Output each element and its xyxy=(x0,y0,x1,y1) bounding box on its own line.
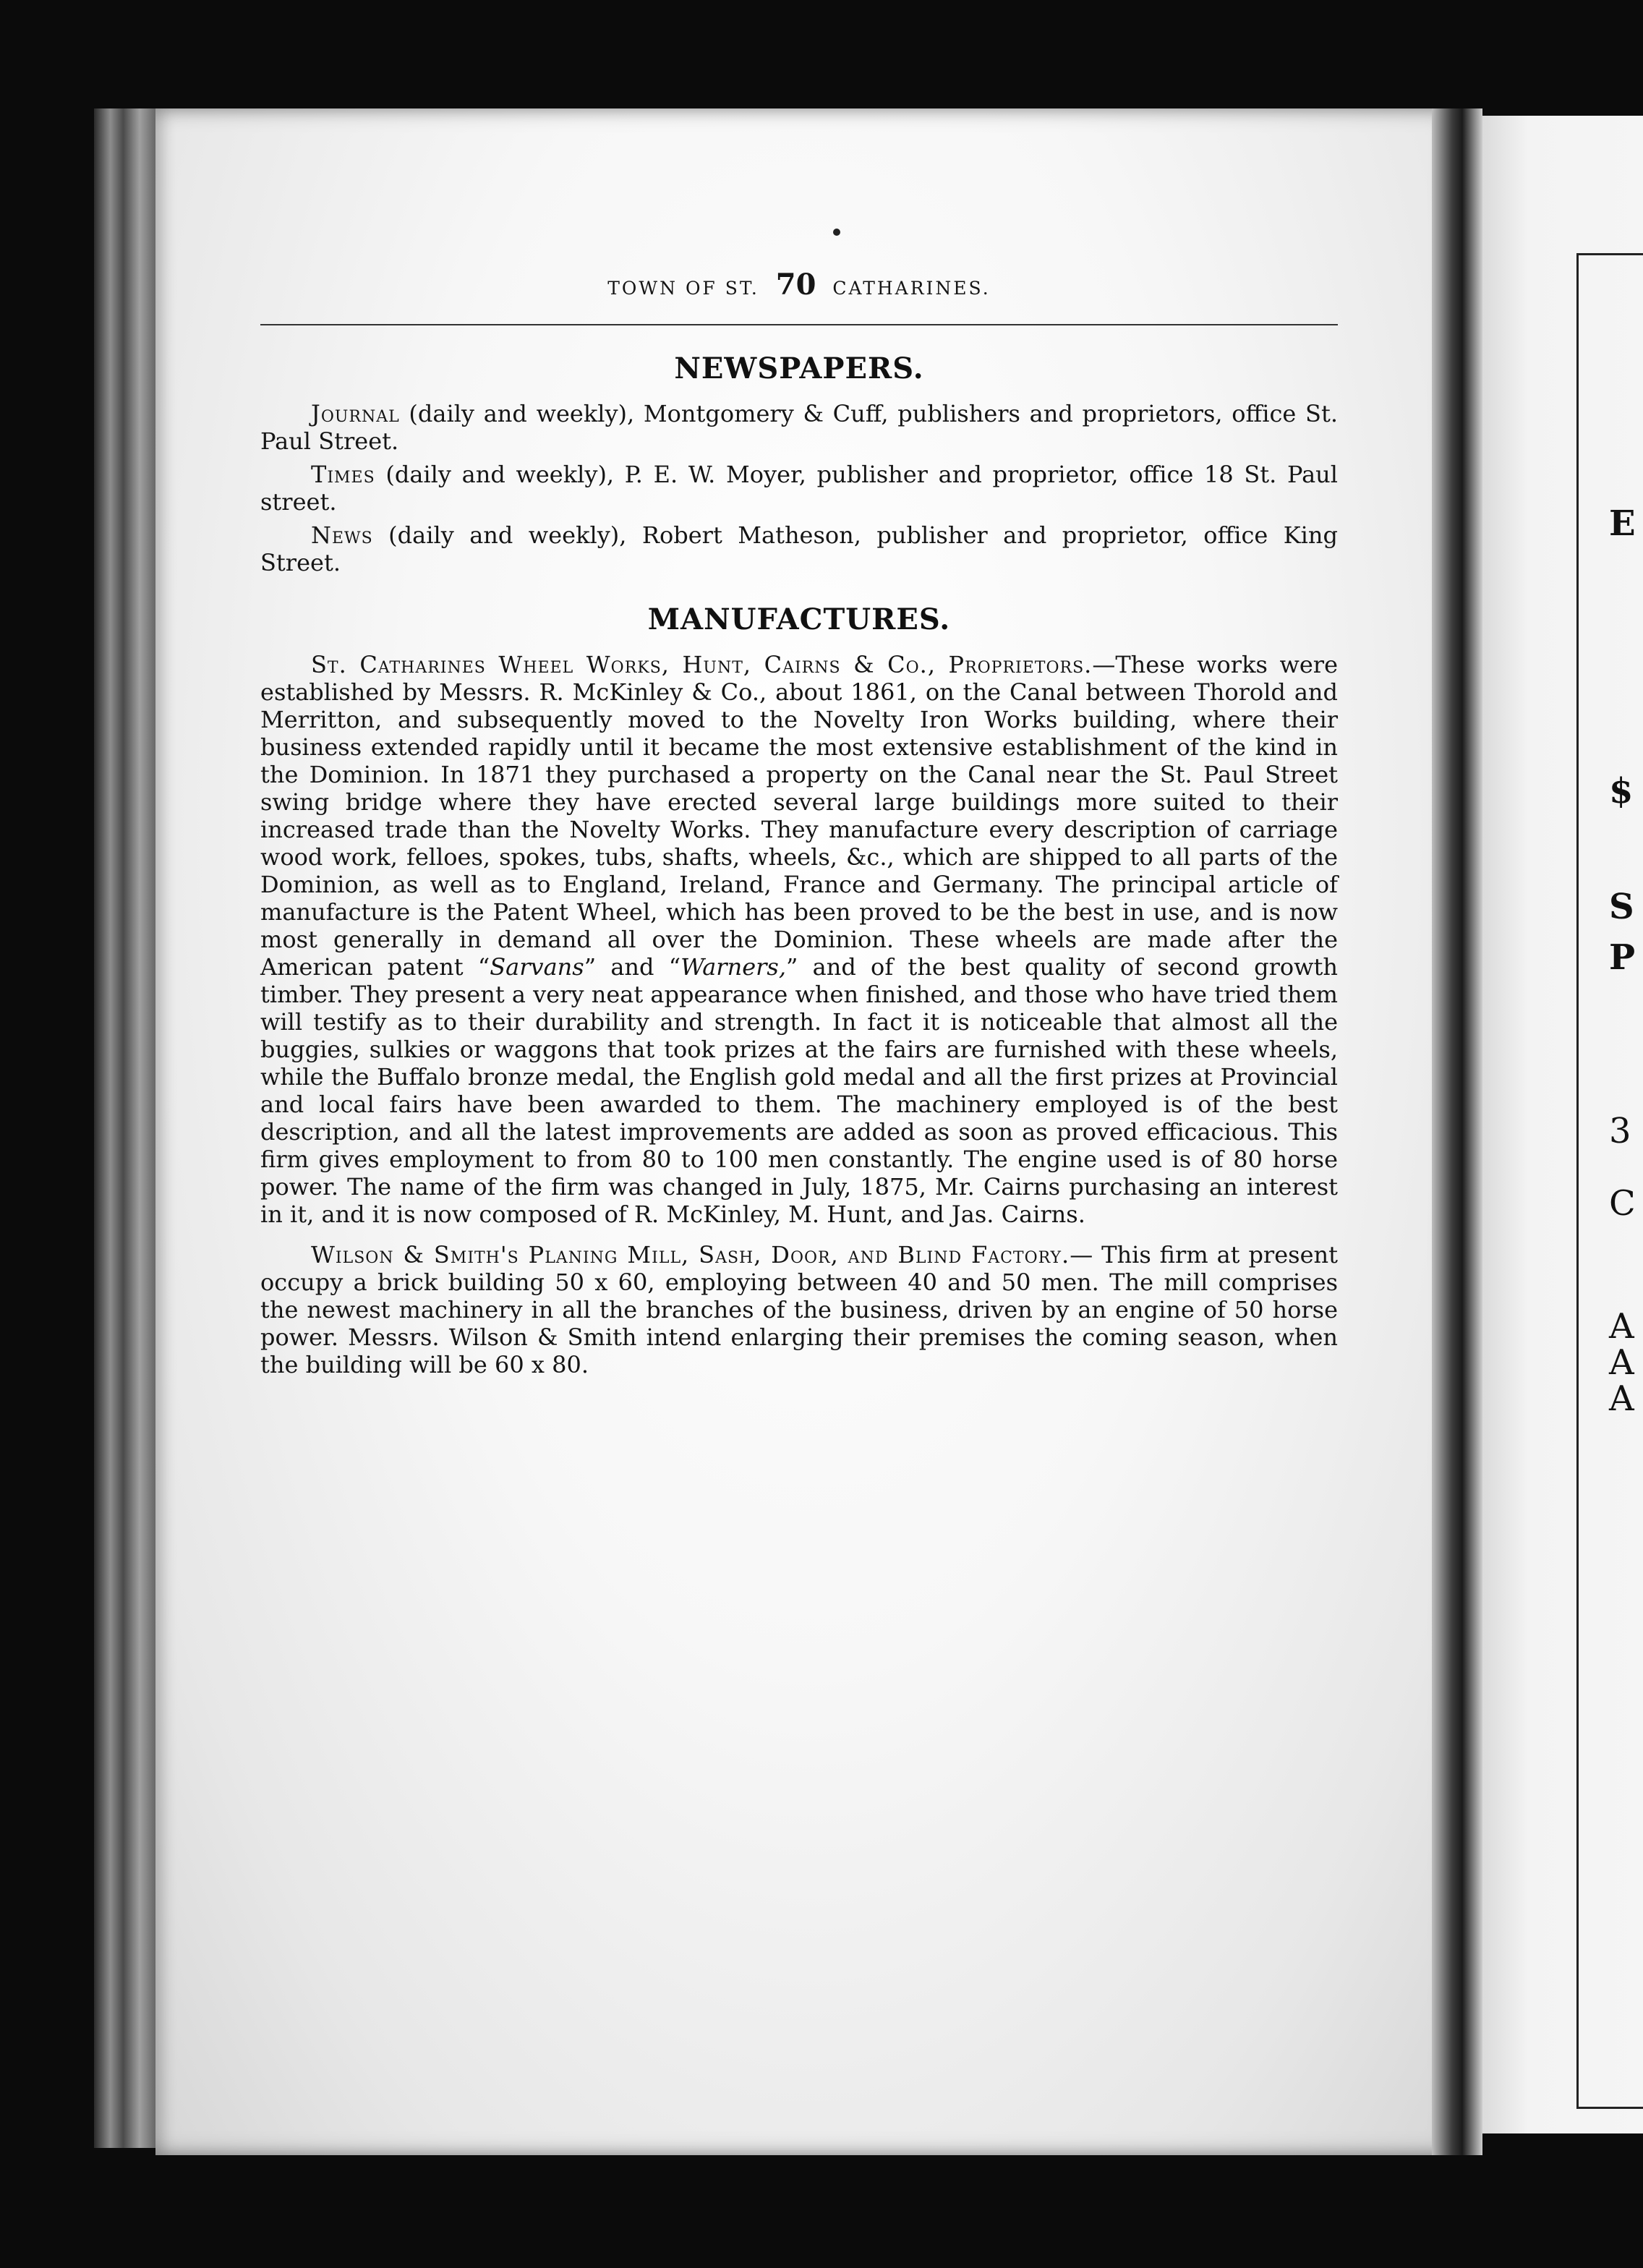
newspapers-heading: NEWSPAPERS. xyxy=(674,351,924,385)
planing-mill-text: — This firm at present occupy a brick building 50 x 60, employing between 40 and 50 men. The mill comprises the newest machinery in all the branches of the business, driven by an engine of 50 horse power. Messrs. Wilson & Smith intend enlarging their premises the coming season, when the building will be 60 x 80. xyxy=(260,1241,1338,1378)
newspaper-entry-times xyxy=(260,461,1338,516)
wheel-works-text: ” and of the best quality of second growth timber. They present a very neat appearance when finished, and those who have tried them will testify as to their durability and strength. In fact it is noticeable that almost all the buggies, sulkies or waggons that took prizes at the fairs are furnished with these wheels, while the Buffalo bronze medal, the English gold medal and all the first prizes at Provincial and local fairs have been awarded to them. The machinery employed is of the best description, and all the latest improvements are added as soon as proved efficacious. This firm gives employment to from 80 to 100 men constantly. The engine used is of 80 horse power. The name of the firm was changed in July, 1875, Mr. Cairns purchasing an interest in it, and it is now composed of R. McKinley, M. Hunt, and Jas. Cairns. xyxy=(260,953,1338,1228)
planing-mill-lead: Wilson & Smith's Planing Mill, Sash, Door, and Blind Factory. xyxy=(311,1241,1070,1269)
book-edge xyxy=(94,108,159,2148)
page-content xyxy=(260,231,1338,1384)
adjacent-page-fragment: S xyxy=(1609,887,1634,927)
running-head-right: CATHARINES. xyxy=(832,278,991,299)
planing-mill-entry xyxy=(260,1241,1338,1378)
adjacent-page-fragment: A xyxy=(1609,1342,1634,1383)
adjacent-page-fragment: $ xyxy=(1609,771,1634,811)
wheel-works-text: ” and “ xyxy=(584,953,681,981)
adjacent-page-fragment: A xyxy=(1609,1306,1634,1347)
page-number: 70 xyxy=(775,268,816,302)
newspaper-details: (daily and weekly), Montgomery & Cuff, publishers and proprietors, office St. Paul Street. xyxy=(260,400,1338,455)
newspaper-entry-news xyxy=(260,521,1338,576)
wheel-works-text: —These works were established by Messrs. R. McKinley & Co., about 1861, on the Canal between Thorold and Merritton, and subsequently moved to the Novelty Iron Works building, where their business extended rapidly until it became the most extensive establishment of the kind in the Dominion. In 1871 they purchased a property on the Canal near the St. Paul Street swing bridge where they have erected several large buildings more suited to their increased trade than the Novelty Works. They manufacture every description of carriage wood work, felloes, spokes, tubs, shafts, wheels, &c., which are shipped to all parts of the Dominion, as well as to England, Ireland, France and Germany. The principal article of manufacture is the Patent Wheel, which has been proved to be the best in use, and is now most generally in demand all over the Dominion. These wheels are made after the American patent “ xyxy=(260,651,1339,981)
running-head xyxy=(260,269,1338,301)
newspaper-name: Times xyxy=(311,461,375,488)
adjacent-page-fragment: C xyxy=(1609,1183,1636,1224)
wheel-works-italic: Sarvans xyxy=(490,953,584,981)
newspaper-details: (daily and weekly), Robert Matheson, publisher and proprietor, office King Street. xyxy=(260,521,1338,576)
newspaper-name: Journal xyxy=(311,400,400,427)
book-gutter xyxy=(1432,108,1482,2155)
adjacent-page-fragment: 3 xyxy=(1609,1111,1631,1151)
wheel-works-italic: Warners, xyxy=(680,953,787,981)
header-rule xyxy=(260,324,1338,325)
newspaper-entry-journal xyxy=(260,400,1338,455)
newspaper-details: (daily and weekly), P. E. W. Moyer, publisher and proprietor, office 18 St. Paul street. xyxy=(260,461,1338,516)
running-head-left: TOWN OF ST. xyxy=(607,278,759,299)
wheel-works-entry xyxy=(260,651,1338,1228)
adjacent-page-fragment: E xyxy=(1609,503,1636,544)
manufactures-heading: MANUFACTURES. xyxy=(647,602,951,636)
newspaper-name: News xyxy=(311,521,373,549)
adjacent-page-fragment: A xyxy=(1609,1378,1634,1419)
adjacent-page-fragment: P xyxy=(1609,937,1636,978)
wheel-works-lead: St. Catharines Wheel Works, Hunt, Cairns & Co., Proprietors. xyxy=(311,651,1093,678)
